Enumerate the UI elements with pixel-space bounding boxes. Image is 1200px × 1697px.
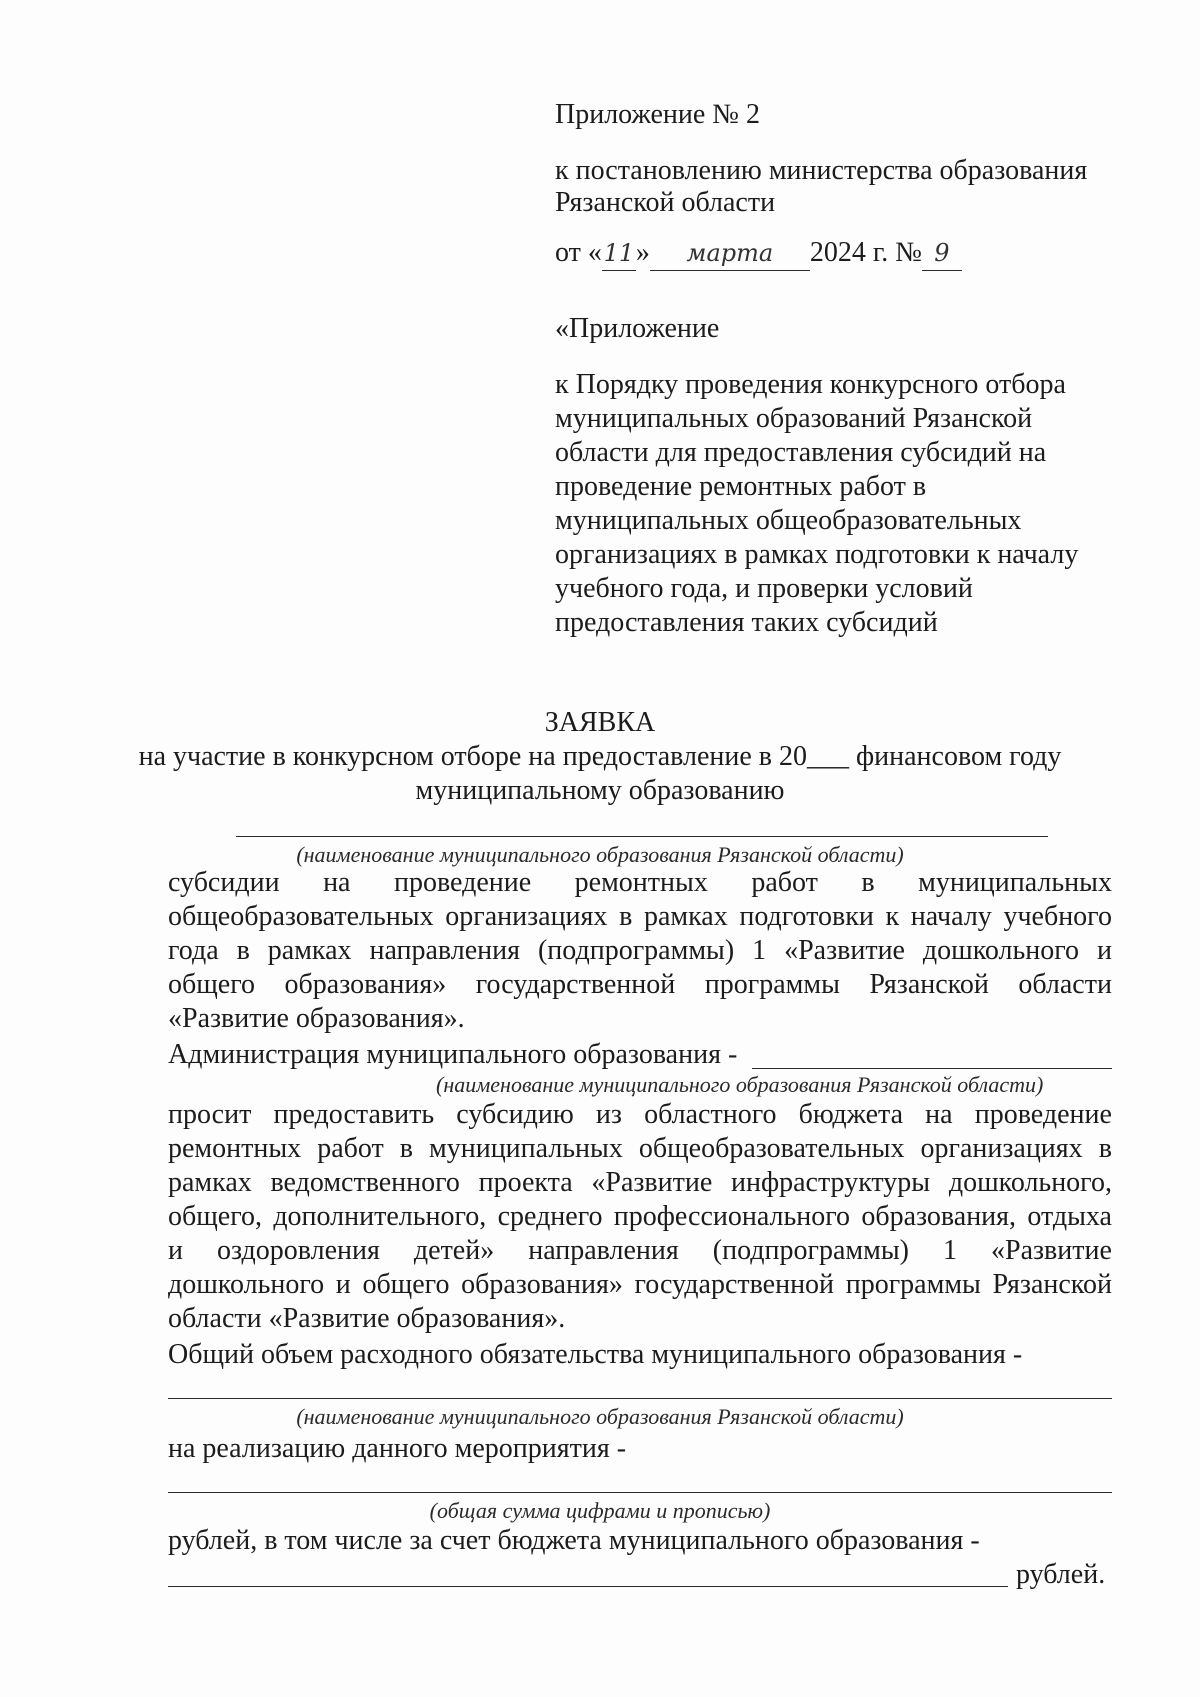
word: (подпрограммы) — [712, 1235, 909, 1266]
word: проведение — [974, 1099, 1112, 1130]
word: года — [168, 935, 219, 966]
word: дошкольного — [168, 1269, 325, 1300]
word: направления — [369, 935, 521, 966]
application-title: ЗАЯВКА — [544, 707, 656, 738]
word: предоставить — [273, 1099, 435, 1130]
word: «Развитие — [591, 1167, 713, 1198]
admin-label: Администрация муниципального образования - — [168, 1039, 738, 1070]
date-month: марта — [650, 236, 810, 271]
word: дошкольного, — [948, 1167, 1112, 1198]
word: областного — [644, 1099, 777, 1130]
word: образования» — [284, 969, 447, 1000]
para2-line — [168, 1200, 1112, 1234]
word: к — [885, 901, 900, 932]
word: и — [1097, 935, 1112, 966]
caption-sum: (общая сумма цифрами и прописью) — [429, 1498, 771, 1523]
word: муниципальных — [918, 867, 1112, 898]
word: началу — [910, 901, 992, 932]
procedure-line: проведение ремонтных работ в — [555, 471, 927, 502]
word: организациях — [445, 901, 608, 932]
word: профессионального — [613, 1201, 851, 1232]
word: 1 — [752, 935, 767, 966]
word: ремонтных — [168, 1133, 302, 1164]
word: в — [619, 901, 633, 932]
word: муниципальных — [429, 1133, 623, 1164]
word: (подпрограммы) — [537, 935, 735, 966]
caption-municipality-2: (наименование муниципального образования Рязанской области) — [436, 1072, 1044, 1097]
measure-label: на реализацию данного мероприятия - — [168, 1433, 627, 1464]
procedure-line: организациях в рамках подготовки к началу — [555, 539, 1079, 570]
resolution-date — [555, 236, 962, 271]
para2-line — [168, 1166, 1112, 1200]
word: в — [236, 935, 250, 966]
word: рамках — [168, 1167, 252, 1198]
word: программы — [704, 969, 840, 1000]
para2-line — [168, 1234, 1112, 1268]
word: программы — [845, 1269, 981, 1300]
word: ремонтных — [574, 867, 708, 898]
word: в — [399, 1133, 413, 1164]
word: государственной — [475, 969, 676, 1000]
word: общего — [362, 1269, 450, 1300]
procedure-line: муниципальных образований Рязанской — [555, 403, 1033, 434]
word: общеобразовательных — [638, 1133, 905, 1164]
word: проведение — [393, 867, 532, 898]
word: Рязанской — [992, 1269, 1112, 1300]
word: общего, — [168, 1201, 263, 1232]
word: дополнительного, — [273, 1201, 487, 1232]
word: субсидии — [168, 867, 280, 898]
para2-line — [168, 1098, 1112, 1132]
caption-municipality: (наименование муниципального образования Рязанской области) — [296, 842, 904, 867]
procedure-line: муниципальных общеобразовательных — [555, 505, 1022, 536]
date-number: 9 — [922, 236, 962, 271]
application-subtitle-2: муниципальному образованию — [415, 775, 785, 806]
word: отдыха — [1027, 1201, 1112, 1232]
word: образования, — [861, 1201, 1017, 1232]
date-mid: » — [635, 237, 650, 268]
word: и — [335, 1269, 351, 1300]
application-subtitle-1: на участие в конкурсном отборе на предоставление в 20___ финансовом году — [138, 741, 1062, 772]
para2-line — [168, 1132, 1112, 1166]
word: ведомственного — [270, 1167, 460, 1198]
blank-line-sum — [168, 1492, 1112, 1493]
para1-line — [168, 900, 1112, 934]
date-day: 11 — [602, 236, 636, 271]
total-label: Общий объем расходного обязательства муниципального образования - — [168, 1339, 1023, 1370]
word: рамках — [267, 935, 352, 966]
blank-line-admin — [752, 1068, 1112, 1069]
word: работ — [751, 867, 818, 898]
rubles-end: рублей. — [1016, 1559, 1106, 1590]
resolution-line-2: Рязанской области — [555, 187, 776, 218]
word: и — [168, 1235, 183, 1266]
para2-last-line: области «Развитие образования». — [168, 1303, 566, 1334]
para1-line — [168, 968, 1112, 1002]
word: 1 — [943, 1235, 957, 1266]
word: «Развитие — [991, 1235, 1112, 1266]
word: просит — [168, 1099, 252, 1130]
word: государственной — [634, 1269, 835, 1300]
word: образования» — [461, 1269, 623, 1300]
word: организациях — [920, 1133, 1083, 1164]
para2-line — [168, 1268, 1112, 1302]
word: учебного — [1003, 901, 1112, 932]
word: направления — [528, 1235, 679, 1266]
word: общеобразовательных — [168, 901, 434, 932]
word: подготовки — [739, 901, 874, 932]
resolution-line-1: к постановлению министерства образования — [555, 155, 1088, 186]
word: области — [1018, 969, 1112, 1000]
blank-line-municipality — [236, 836, 1048, 837]
word: общего — [168, 969, 256, 1000]
word: детей» — [413, 1235, 495, 1266]
word: на — [925, 1099, 953, 1130]
para1-line — [168, 934, 1112, 968]
word: проекта — [478, 1167, 573, 1198]
word: на — [323, 867, 351, 898]
caption-municipality-3: (наименование муниципального образования Рязанской области) — [296, 1404, 904, 1429]
word: «Развитие — [784, 935, 905, 966]
date-year: 2024 г. № — [809, 237, 922, 268]
word: оздоровления — [216, 1235, 380, 1266]
procedure-line: области для предоставления субсидий на — [555, 437, 1047, 468]
word: Рязанской — [869, 969, 989, 1000]
word: работ — [317, 1133, 384, 1164]
procedure-line: к Порядку проведения конкурсного отбора — [555, 369, 1066, 400]
date-prefix: от « — [555, 237, 602, 268]
word: дошкольного — [922, 935, 1080, 966]
word: среднего — [497, 1201, 603, 1232]
procedure-line: учебного года, и проверки условий — [555, 573, 973, 604]
word: в — [861, 867, 875, 898]
word: бюджета — [798, 1099, 904, 1130]
blank-line-budget — [168, 1586, 1008, 1587]
word: в — [1098, 1133, 1112, 1164]
para1-last-line: «Развитие образования». — [168, 1003, 465, 1034]
procedure-line: предоставления таких субсидий — [555, 607, 938, 638]
word: инфраструктуры — [731, 1167, 931, 1198]
word: субсидию — [456, 1099, 574, 1130]
word: из — [595, 1099, 622, 1130]
procedure-title: «Приложение — [555, 313, 720, 344]
para1-line — [168, 866, 1112, 900]
word: рамках — [643, 901, 728, 932]
blank-line-total — [168, 1398, 1112, 1399]
appendix-number: Приложение № 2 — [555, 99, 760, 130]
budget-label: рублей, в том числе за счет бюджета муниципального образования - — [168, 1525, 980, 1556]
